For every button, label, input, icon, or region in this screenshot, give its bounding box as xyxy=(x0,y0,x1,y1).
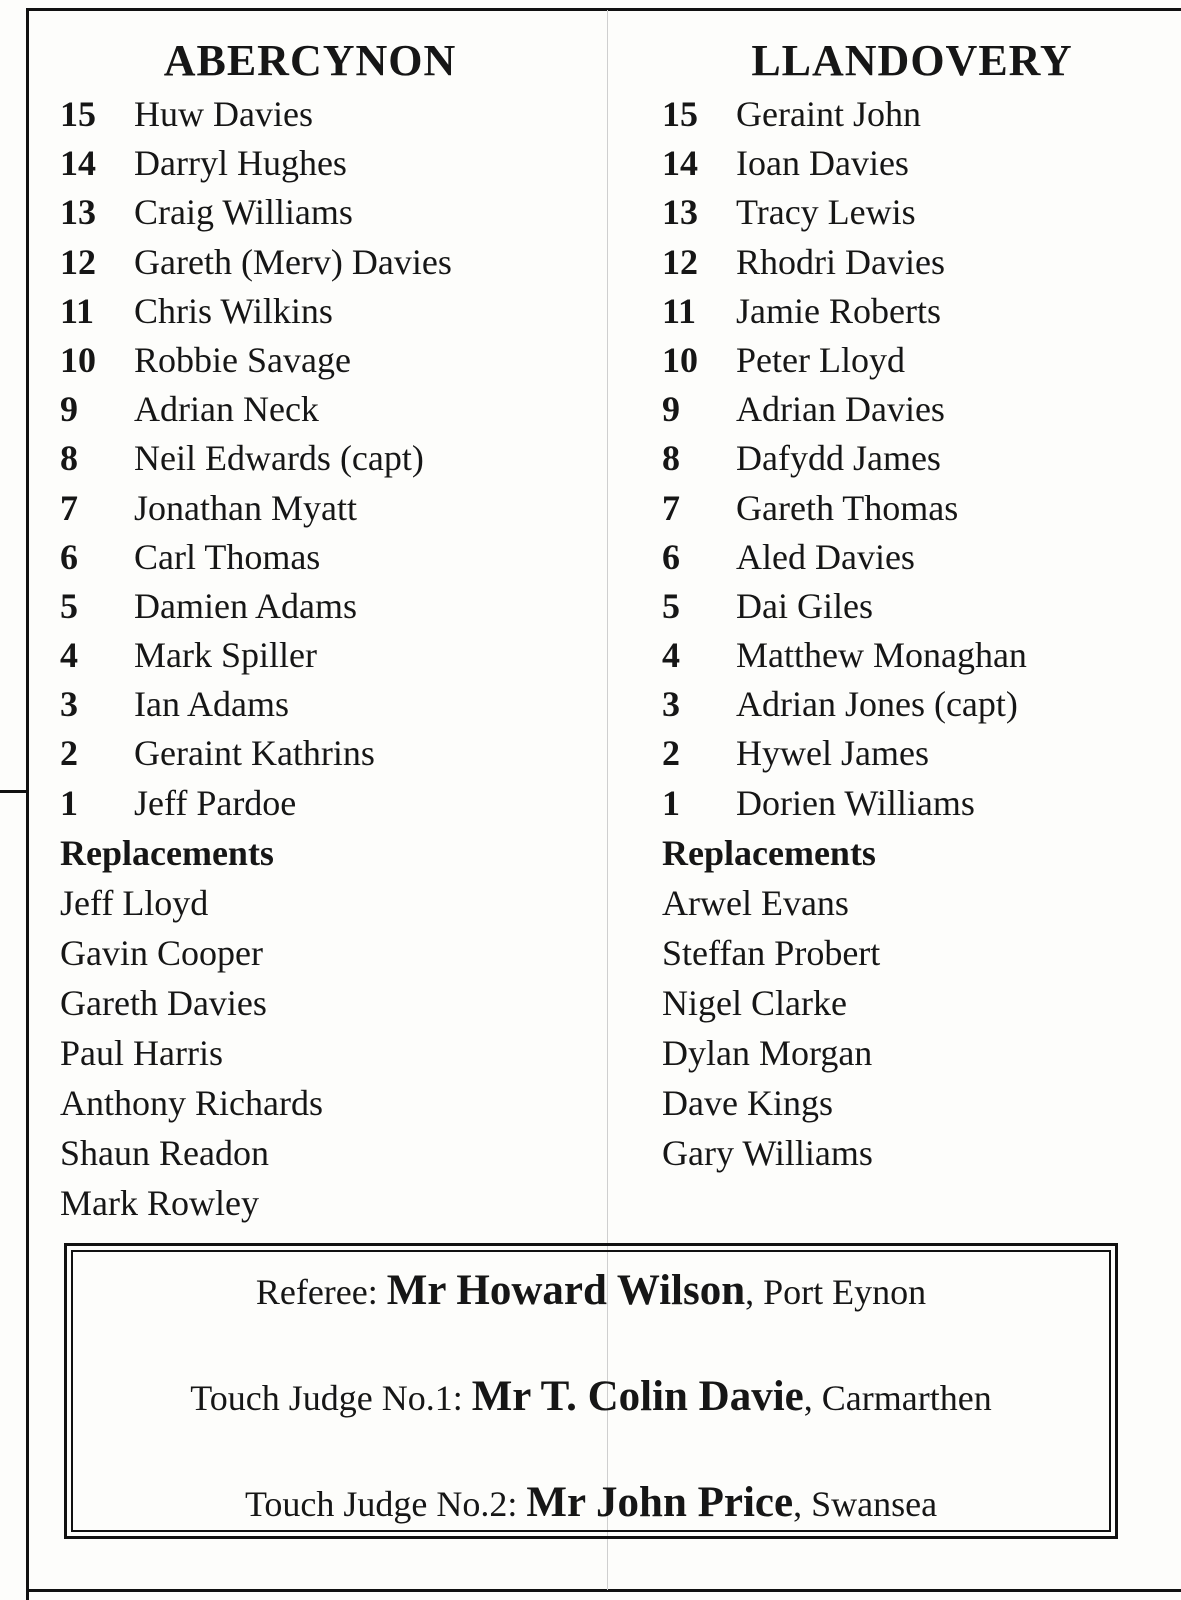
replacements-list xyxy=(60,878,590,1228)
player-row xyxy=(662,779,1162,828)
player-number: 3 xyxy=(662,684,680,725)
player-number: 13 xyxy=(662,192,698,233)
replacement-name: Gary Williams xyxy=(662,1132,873,1173)
player-name: Adrian Davies xyxy=(736,389,945,430)
official-place: , Carmarthen xyxy=(803,1378,992,1418)
player-list xyxy=(662,90,1162,828)
official-touch-judge-1 xyxy=(73,1372,1109,1421)
replacement-name: Paul Harris xyxy=(60,1032,223,1073)
player-row xyxy=(662,582,1162,631)
official-place: , Port Eynon xyxy=(745,1272,927,1312)
player-number: 5 xyxy=(662,585,680,626)
replacement-name: Shaun Readon xyxy=(60,1132,269,1173)
player-number: 10 xyxy=(662,339,698,380)
player-row xyxy=(662,385,1162,434)
player-name: Darryl Hughes xyxy=(134,143,347,184)
player-row xyxy=(662,533,1162,582)
player-name: Jamie Roberts xyxy=(736,290,941,331)
player-number: 9 xyxy=(60,389,78,430)
player-number: 6 xyxy=(60,536,78,577)
player-number: 12 xyxy=(60,241,96,282)
player-number: 5 xyxy=(60,585,78,626)
player-name: Ioan Davies xyxy=(736,143,909,184)
player-name: Chris Wilkins xyxy=(134,290,333,331)
replacement-name: Mark Rowley xyxy=(60,1182,259,1223)
team-name: ABERCYNON xyxy=(163,36,457,85)
replacements-heading: Replacements xyxy=(662,832,876,873)
frame-stub-line xyxy=(0,790,28,793)
player-number: 11 xyxy=(60,290,95,331)
player-name: Geraint John xyxy=(736,94,921,134)
frame-bottom-border xyxy=(26,1589,1181,1592)
player-name: Dorien Williams xyxy=(736,782,975,823)
official-name: Mr Howard Wilson xyxy=(386,1267,746,1314)
player-row xyxy=(60,434,590,483)
player-row xyxy=(662,434,1162,483)
player-number: 14 xyxy=(662,143,698,184)
player-number: 1 xyxy=(662,782,680,823)
player-name: Peter Lloyd xyxy=(736,339,905,380)
player-row xyxy=(662,287,1162,336)
player-number: 15 xyxy=(662,94,698,134)
replacement-name: Anthony Richards xyxy=(60,1082,323,1123)
player-name: Jeff Pardoe xyxy=(134,782,297,823)
player-row xyxy=(662,631,1162,680)
official-name: Mr T. Colin Davie xyxy=(471,1373,804,1420)
player-number: 10 xyxy=(60,339,96,380)
player-row xyxy=(60,582,590,631)
player-name: Carl Thomas xyxy=(134,536,321,577)
player-row xyxy=(60,729,590,778)
official-place: , Swansea xyxy=(793,1484,938,1524)
replacements-list xyxy=(662,878,1162,1178)
player-row xyxy=(662,336,1162,385)
replacement-name: Dylan Morgan xyxy=(662,1032,873,1073)
player-row xyxy=(662,729,1162,778)
player-row xyxy=(60,779,590,828)
player-name: Adrian Neck xyxy=(134,389,319,430)
player-name: Jonathan Myatt xyxy=(134,487,357,528)
team-name: LLANDOVERY xyxy=(751,36,1073,85)
replacement-name: Arwel Evans xyxy=(662,882,849,923)
frame-top-border xyxy=(26,8,1181,11)
player-number: 8 xyxy=(60,438,78,479)
player-row xyxy=(60,90,590,139)
player-name: Tracy Lewis xyxy=(736,192,916,233)
officials-inner-border xyxy=(71,1250,1111,1532)
frame-left-border xyxy=(26,8,29,1600)
player-name: Robbie Savage xyxy=(134,339,351,380)
player-row xyxy=(662,139,1162,188)
player-row xyxy=(662,484,1162,533)
player-name: Craig Williams xyxy=(134,192,353,233)
player-name: Neil Edwards (capt) xyxy=(134,438,424,479)
player-name: Adrian Jones (capt) xyxy=(736,684,1018,725)
player-row xyxy=(60,533,590,582)
player-name: Matthew Monaghan xyxy=(736,635,1027,676)
player-row xyxy=(662,238,1162,287)
official-role: Referee: xyxy=(255,1272,378,1312)
replacement-name: Dave Kings xyxy=(662,1082,833,1123)
player-name: Geraint Kathrins xyxy=(134,733,375,774)
player-row xyxy=(60,238,590,287)
player-name: Damien Adams xyxy=(134,585,357,626)
replacement-name: Steffan Probert xyxy=(662,932,881,973)
player-row xyxy=(60,631,590,680)
player-row xyxy=(662,188,1162,237)
official-name: Mr John Price xyxy=(526,1479,794,1526)
player-number: 1 xyxy=(60,782,78,823)
official-touch-judge-2 xyxy=(73,1478,1109,1527)
player-name: Hywel James xyxy=(736,733,929,774)
player-row xyxy=(662,680,1162,729)
player-row xyxy=(60,385,590,434)
player-name: Gareth (Merv) Davies xyxy=(134,241,452,282)
player-number: 2 xyxy=(60,733,78,774)
player-name: Aled Davies xyxy=(736,536,915,577)
player-row xyxy=(60,680,590,729)
player-row xyxy=(60,287,590,336)
player-list xyxy=(60,90,590,828)
player-number: 4 xyxy=(662,635,680,676)
player-name: Rhodri Davies xyxy=(736,241,945,282)
player-name: Gareth Thomas xyxy=(736,487,959,528)
player-number: 3 xyxy=(60,684,78,725)
player-row xyxy=(60,484,590,533)
player-name: Ian Adams xyxy=(134,684,289,725)
player-number: 7 xyxy=(662,487,680,528)
player-number: 11 xyxy=(662,290,697,331)
officials-box xyxy=(64,1243,1118,1539)
official-referee xyxy=(73,1266,1109,1315)
player-number: 14 xyxy=(60,143,96,184)
player-number: 12 xyxy=(662,241,698,282)
replacement-name: Gareth Davies xyxy=(60,982,267,1023)
player-name: Huw Davies xyxy=(134,94,313,134)
player-row xyxy=(662,90,1162,139)
official-role: Touch Judge No.1: xyxy=(190,1378,463,1418)
team-column-abercynon xyxy=(60,36,590,1228)
replacement-name: Nigel Clarke xyxy=(662,982,847,1023)
official-role: Touch Judge No.2: xyxy=(244,1484,518,1524)
player-name: Dai Giles xyxy=(736,585,873,626)
player-name: Mark Spiller xyxy=(134,635,317,676)
player-number: 9 xyxy=(662,389,680,430)
player-number: 13 xyxy=(60,192,96,233)
player-name: Dafydd James xyxy=(736,438,941,479)
player-row xyxy=(60,139,590,188)
player-row xyxy=(60,188,590,237)
player-number: 2 xyxy=(662,733,680,774)
replacement-name: Gavin Cooper xyxy=(60,932,263,973)
player-number: 4 xyxy=(60,635,78,676)
team-column-llandovery xyxy=(662,36,1162,1178)
replacements-heading: Replacements xyxy=(60,832,274,873)
player-row xyxy=(60,336,590,385)
player-number: 15 xyxy=(60,94,96,134)
player-number: 6 xyxy=(662,536,680,577)
replacement-name: Jeff Lloyd xyxy=(60,882,209,923)
player-number: 7 xyxy=(60,487,78,528)
player-number: 8 xyxy=(662,438,680,479)
